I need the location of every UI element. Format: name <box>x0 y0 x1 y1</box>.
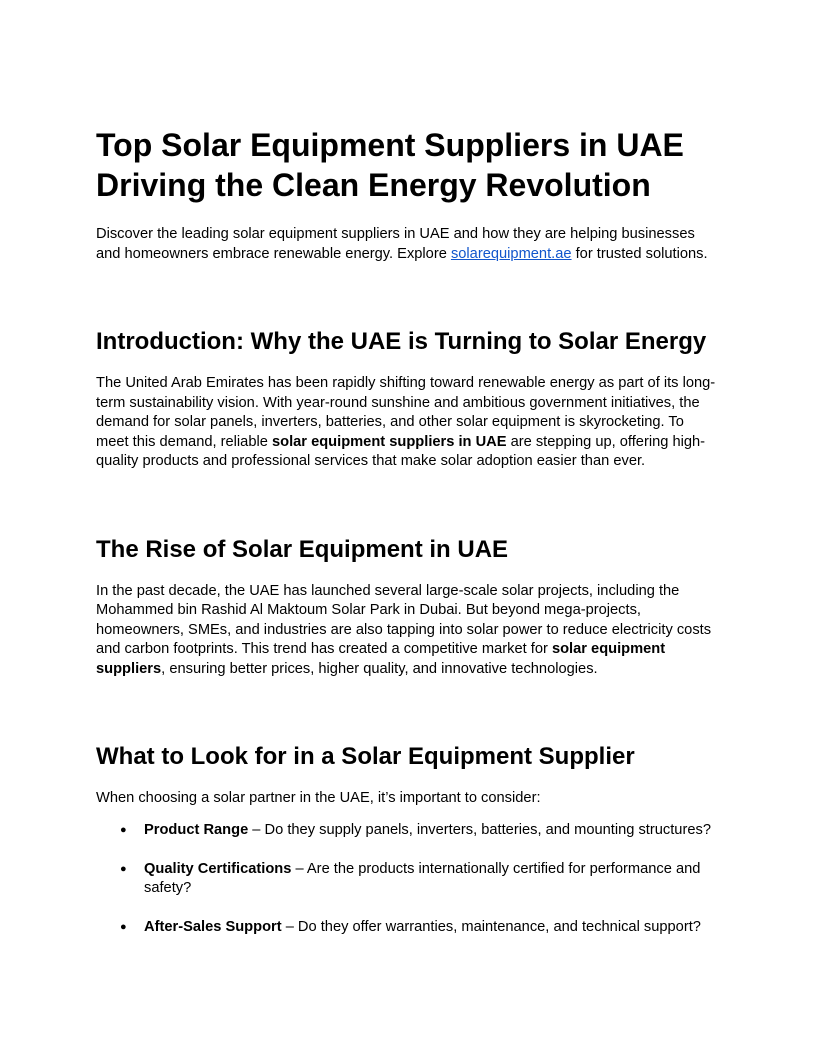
list-item-label: After-Sales Support <box>144 919 282 935</box>
subtitle-text-after-link: for trusted solutions. <box>571 245 708 262</box>
list-item-text: – Are the products internationally certified for performance and safety? <box>144 860 701 896</box>
list-item-text: – Do they supply panels, inverters, batteries, and mounting structures? <box>248 821 711 838</box>
list-item-product-range <box>96 821 720 841</box>
rise-text-after-bold: , ensuring better prices, higher quality, and innovative technologies. <box>161 660 598 677</box>
rise-text-before-bold: In the past decade, the UAE has launched several large-scale solar projects, including the Mohammed bin Rashid Al Maktoum Solar Park in Dubai. But beyond mega-projects, homeowners, SMEs, and industries are also tapping into solar power to reduce electricity costs and carbon footprints. This trend has created a competitive market for <box>96 582 712 657</box>
introduction-text-before-bold: The United Arab Emirates has been rapidly shifting toward renewable energy as part of its long-term sustainability vision. With year-round sunshine and ambitious government initiatives, the demand for solar panels, inverters, batteries, and other solar equipment is skyrocketing. To meet this demand, reliable <box>96 375 716 450</box>
rise-paragraph <box>96 582 720 680</box>
introduction-text-after-bold: are stepping up, offering high-quality products and professional services that make solar adoption easier than ever. <box>96 433 706 469</box>
section-heading-what-to-look-for: What to Look for in a Solar Equipment Supplier <box>96 743 635 770</box>
introduction-bold-phrase: solar equipment suppliers in UAE <box>271 433 507 450</box>
introduction-paragraph <box>96 374 720 472</box>
list-item-quality-certifications <box>96 860 720 899</box>
document-title: Top Solar Equipment Suppliers in UAE Driving the Clean Energy Revolution <box>96 127 684 203</box>
rise-bold-phrase: solar equipment suppliers <box>96 641 666 677</box>
bullet-icon: ● <box>120 823 127 836</box>
list-item-after-sales-support <box>96 918 720 938</box>
list-item-label: Quality Certifications <box>144 860 292 877</box>
bullet-icon: ● <box>120 862 127 875</box>
considerations-list <box>96 821 720 938</box>
what-to-look-for-intro: When choosing a solar partner in the UAE, it’s important to consider: <box>96 790 541 806</box>
section-heading-introduction: Introduction: Why the UAE is Turning to Solar Energy <box>96 328 707 355</box>
subtitle-paragraph <box>96 225 720 264</box>
list-item-label: Product Range <box>144 821 249 838</box>
subtitle-text-before-link: Discover the leading solar equipment suppliers in UAE and how they are helping businesses and homeowners embrace renewable energy. Explore <box>96 226 695 262</box>
bullet-icon: ● <box>120 921 127 933</box>
solarequipment-link[interactable]: solarequipment.ae <box>450 245 572 262</box>
section-heading-rise: The Rise of Solar Equipment in UAE <box>96 535 509 563</box>
list-item-text: – Do they offer warranties, maintenance, and technical support? <box>281 919 701 935</box>
